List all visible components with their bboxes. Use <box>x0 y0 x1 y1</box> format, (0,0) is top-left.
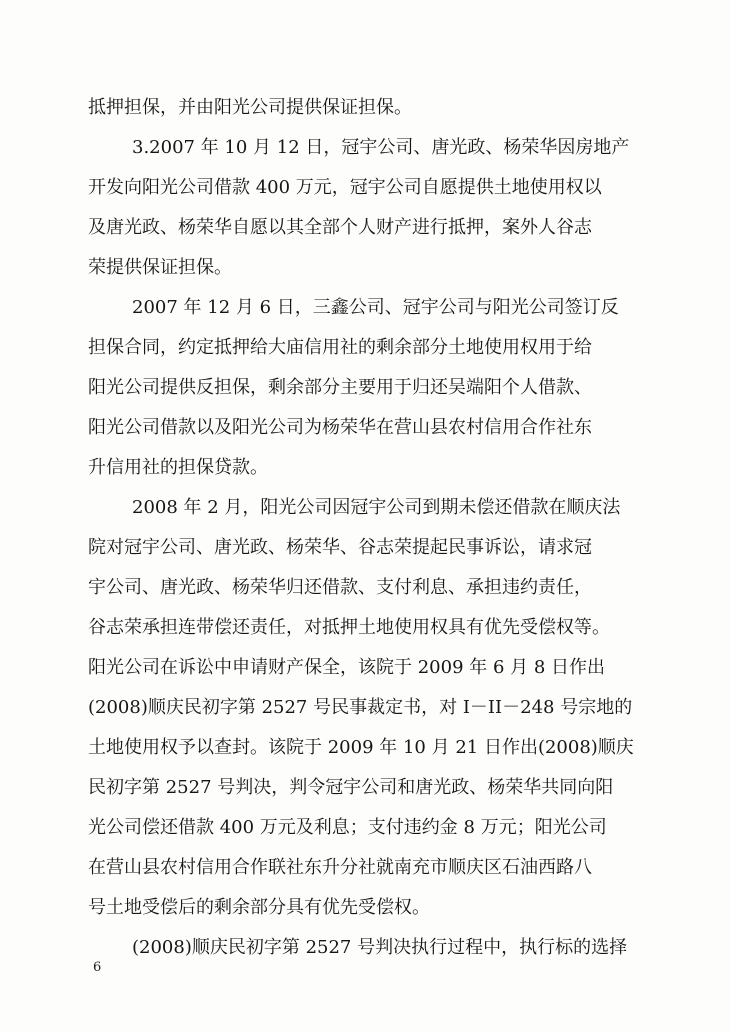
text-line: 阳光公司提供反担保，剩余部分主要用于归还吴端阳个人借款、 <box>88 377 592 398</box>
paragraph-first-line: 3.2007 年 10 月 12 日，冠宇公司、唐光政、杨荣华因房地产 <box>132 137 630 158</box>
text-line: 号土地受偿后的剩余部分具有优先受偿权。 <box>88 897 430 918</box>
text-line: 及唐光政、杨荣华自愿以其全部个人财产进行抵押，案外人谷志 <box>88 217 592 238</box>
text-line: 光公司偿还借款 400 万元及利息；支付违约金 8 万元；阳光公司 <box>88 817 607 838</box>
text-line: 开发向阳光公司借款 400 万元，冠宇公司自愿提供土地使用权以 <box>88 177 602 198</box>
text-line: 土地使用权予以查封。该院于 2009 年 10 月 21 日作出(2008)顺庆 <box>88 737 634 758</box>
text-line: 升信用社的担保贷款。 <box>88 457 268 478</box>
text-line: 院对冠宇公司、唐光政、杨荣华、谷志荣提起民事诉讼，请求冠 <box>88 537 592 558</box>
text-line: 在营山县农村信用合作联社东升分社就南充市顺庆区石油西路八 <box>88 857 592 878</box>
text-line: (2008)顺庆民初字第 2527 号民事裁定书，对 I－II－248 号宗地的 <box>88 697 633 718</box>
text-line: 阳光公司在诉讼中申请财产保全，该院于 2009 年 6 月 8 日作出 <box>88 657 606 678</box>
text-line: 抵押担保，并由阳光公司提供保证担保。 <box>88 97 412 118</box>
text-line: 荣提供保证担保。 <box>88 257 232 278</box>
paragraph-first-line: 2008 年 2 月，阳光公司因冠宇公司到期未偿还借款在顺庆法 <box>132 497 621 518</box>
page-number: 6 <box>93 960 102 975</box>
text-line: 阳光公司借款以及阳光公司为杨荣华在营山县农村信用合作社东 <box>88 417 592 438</box>
text-line: 担保合同，约定抵押给大庙信用社的剩余部分土地使用权用于给 <box>88 337 592 358</box>
text-line: 谷志荣承担连带偿还责任，对抵押土地使用权具有优先受偿权等。 <box>88 617 610 638</box>
text-line: 宇公司、唐光政、杨荣华归还借款、支付利息、承担违约责任， <box>88 577 592 598</box>
body-text <box>88 88 673 968</box>
text-line: 民初字第 2527 号判决，判令冠宇公司和唐光政、杨荣华共同向阳 <box>88 777 614 798</box>
paragraph-first-line: (2008)顺庆民初字第 2527 号判决执行过程中，执行标的选择 <box>132 937 628 958</box>
paragraph-first-line: 2007 年 12 月 6 日，三鑫公司、冠宇公司与阳光公司签订反 <box>132 297 619 318</box>
